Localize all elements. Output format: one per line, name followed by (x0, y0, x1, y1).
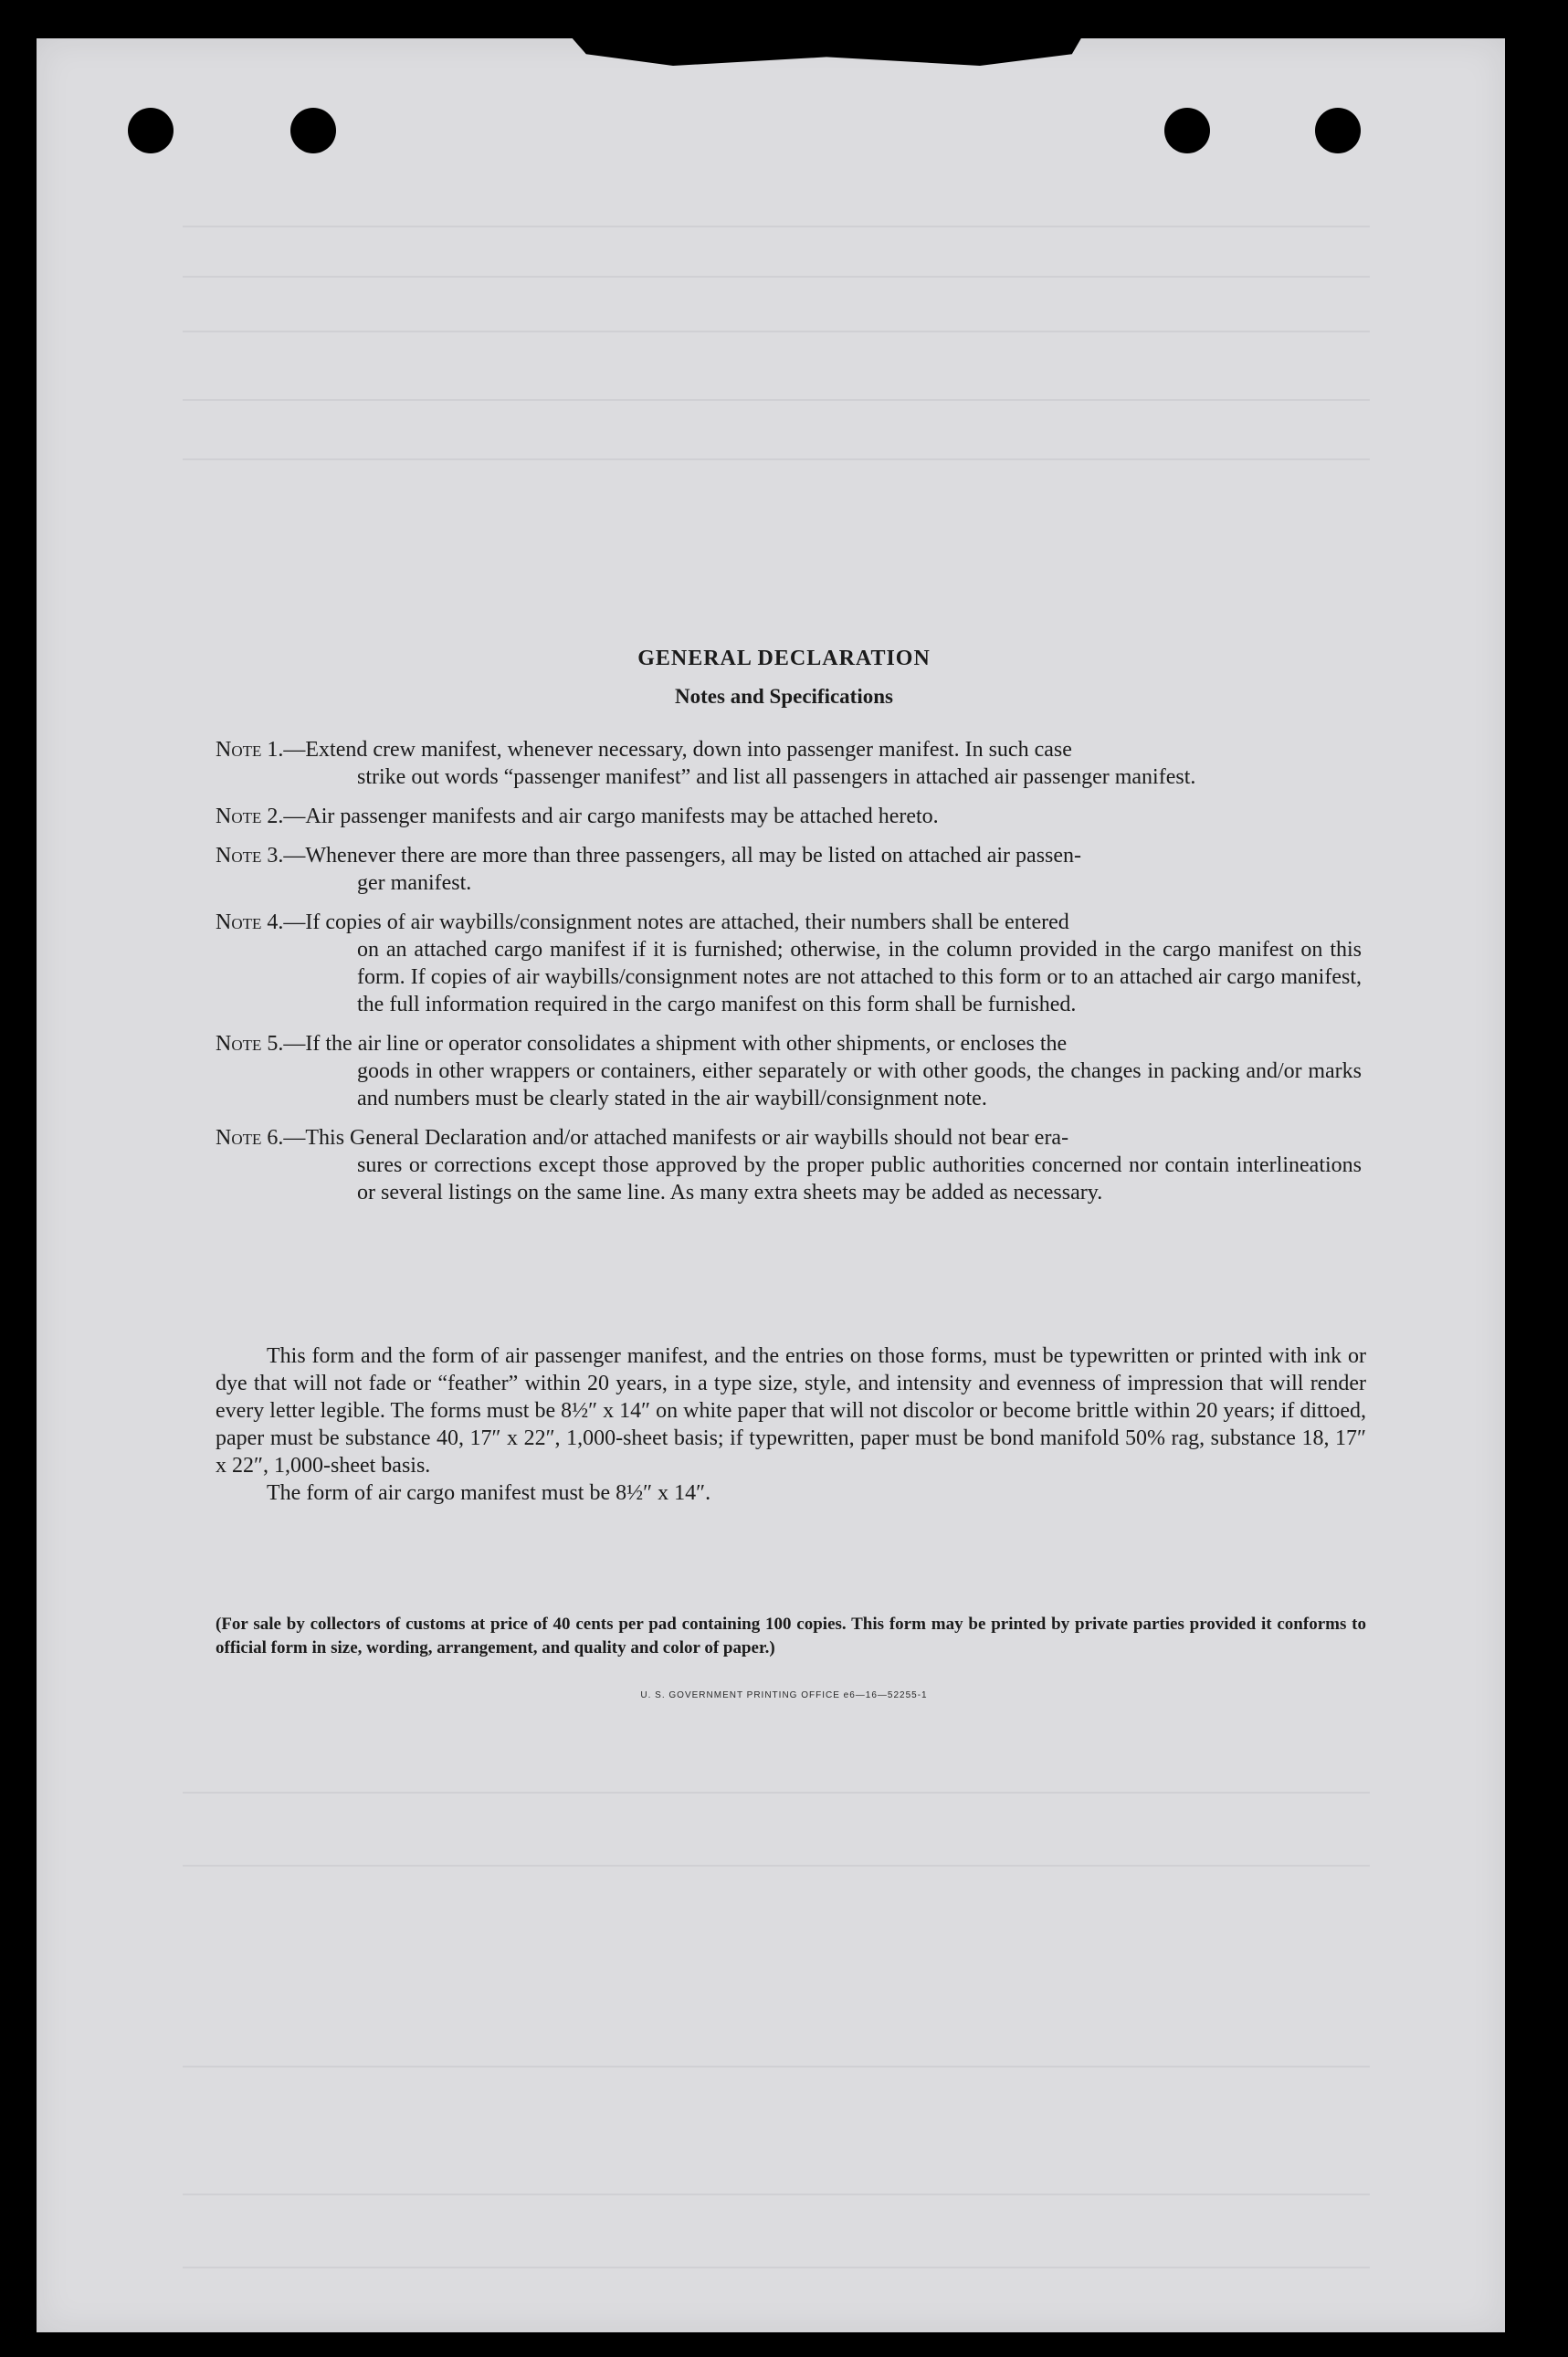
note-first-line: —Air passenger manifests and air cargo manifests may be attached hereto. (283, 805, 939, 828)
note-first-line: —Whenever there are more than three passengers, all may be listed on attached air passen- (283, 844, 1082, 868)
printer-line: U. S. GOVERNMENT PRINTING OFFICE e6—16—52255-1 (640, 1690, 928, 1700)
punch-hole (1315, 108, 1361, 153)
note-label: Note 3. (216, 844, 284, 868)
bleed-through-line (183, 331, 1370, 332)
note-item (216, 803, 1362, 830)
bleed-through-line (183, 1792, 1370, 1794)
notes-list (216, 736, 1362, 1218)
bleed-through-line (183, 399, 1370, 401)
note-label: Note 1. (216, 738, 284, 762)
note-item (216, 736, 1362, 791)
note-label: Note 5. (216, 1032, 284, 1056)
specification-paragraph (216, 1342, 1366, 1507)
bleed-through-line (183, 458, 1370, 460)
specification-last-line: The form of air cargo manifest must be 8½″ x 14″. (267, 1481, 711, 1505)
note-item (216, 1124, 1362, 1206)
note-first-line: —Extend crew manifest, whenever necessary, down into passenger manifest. In such case (283, 738, 1072, 762)
bleed-through-line (183, 2194, 1370, 2195)
note-item (216, 1030, 1362, 1112)
specification-text: This form and the form of air passenger manifest, and the entries on those forms, must be typewritten or printed with ink or dye that will not fade or “feather” within 20 years, in a type size, style, and intensity and evenness of impression that will render every letter legible. The forms must be 8½″ x 14″ on white paper that will not discolor or become brittle within 20 years; if dittoed, paper must be substance 40, 17″ x 22″, 1,000-sheet basis; if typewritten, paper must be bond manifold 50% rag, substance 18, 17″ x 22″, 1,000-sheet basis. (216, 1344, 1366, 1478)
note-continuation: strike out words “passenger manifest” and list all passengers in attached air passenger manifest. (357, 765, 1196, 789)
note-item (216, 842, 1362, 897)
document-title: GENERAL DECLARATION (637, 647, 931, 670)
note-first-line: —This General Declaration and/or attached manifests or air waybills should not bear era- (283, 1126, 1069, 1150)
bleed-through-line (183, 1865, 1370, 1867)
note-continuation: sures or corrections except those approved by the proper public authorities concerned nor contain interlineations or several listings on the same line. As many extra sheets may be added as necessary. (357, 1153, 1362, 1205)
punch-hole (290, 108, 336, 153)
punch-hole (1164, 108, 1210, 153)
bleed-through-line (183, 276, 1370, 278)
note-continuation: on an attached cargo manifest if it is furnished; otherwise, in the column provided in the cargo manifest on this form. If copies of air waybills/consignment notes are not attached to this form or to an attached air cargo manifest, the full information required in the cargo manifest on this form shall be furnished. (357, 938, 1362, 1016)
note-first-line: —If copies of air waybills/consignment notes are attached, their numbers shall be entered (283, 910, 1069, 934)
bleed-through-line (183, 2066, 1370, 2068)
punch-hole (128, 108, 174, 153)
bleed-through-line (183, 2267, 1370, 2268)
note-first-line: —If the air line or operator consolidates a shipment with other shipments, or encloses the (283, 1032, 1068, 1056)
note-continuation: ger manifest. (357, 871, 472, 895)
sale-notice: (For sale by collectors of customs at price of 40 cents per pad containing 100 copies. This form may be printed by private parties provided it conforms to official form in size, wording, arrangement, and quality and color of paper.) (216, 1615, 1366, 1657)
note-continuation: goods in other wrappers or containers, either separately or with other goods, the changes in packing and/or marks and numbers must be clearly stated in the air waybill/consignment note. (357, 1059, 1362, 1110)
document-subtitle: Notes and Specifications (675, 685, 893, 708)
note-item (216, 909, 1362, 1018)
bleed-through-line (183, 226, 1370, 227)
note-label: Note 6. (216, 1126, 284, 1150)
note-label: Note 4. (216, 910, 284, 934)
note-label: Note 2. (216, 805, 284, 828)
